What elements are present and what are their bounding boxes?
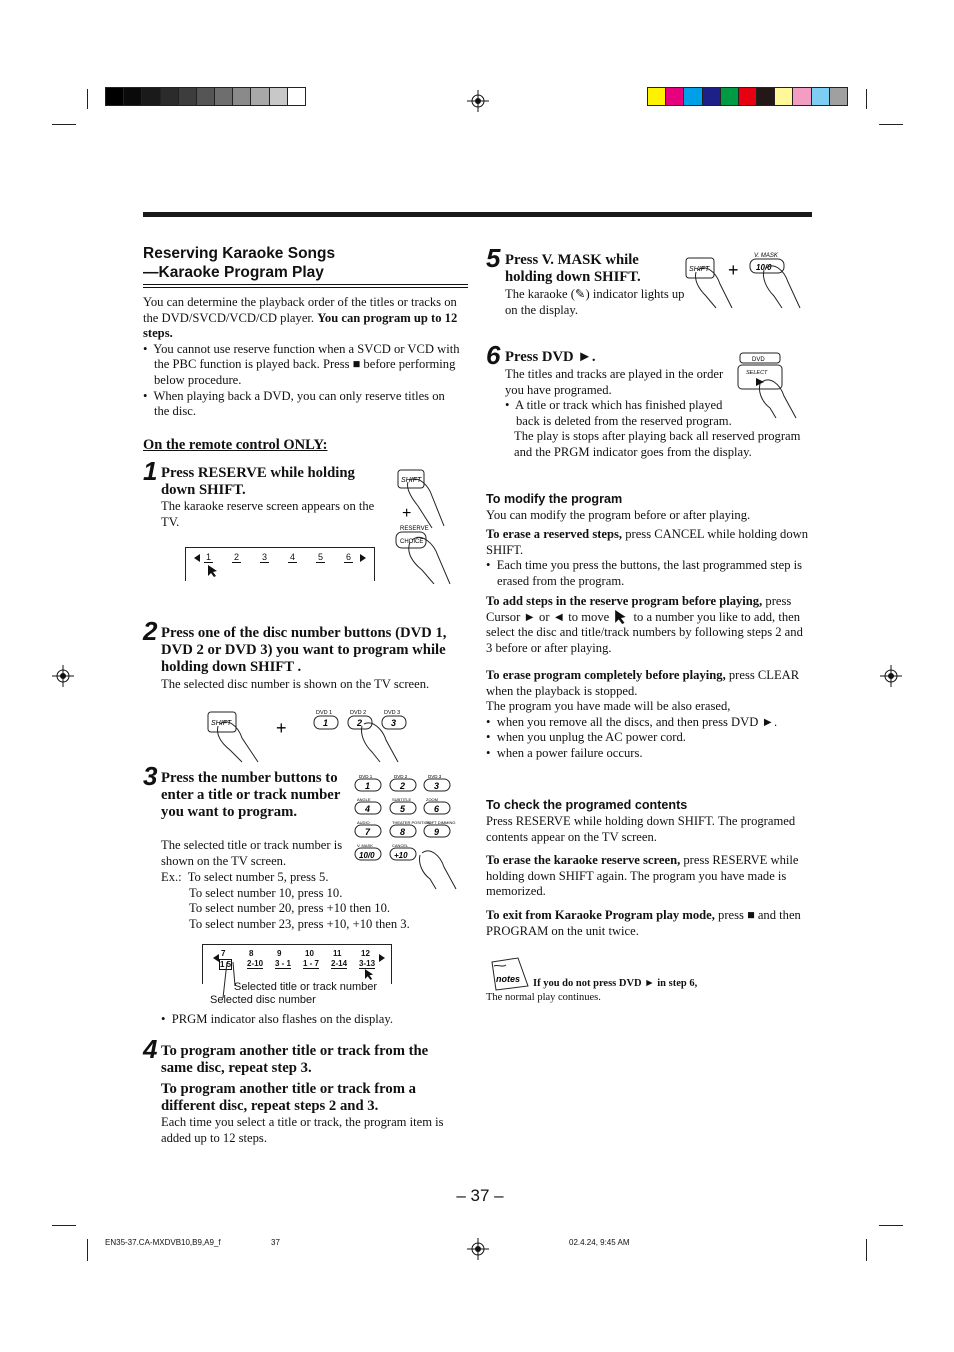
number-key-label: 1 bbox=[365, 781, 371, 791]
program-step-value: 3-13 bbox=[359, 959, 376, 968]
intro-paragraph bbox=[143, 295, 461, 420]
step-heading: Press DVD ►. bbox=[505, 349, 596, 365]
screen-top-line bbox=[203, 944, 391, 945]
step-body: The selected title or track number is shown on the TV screen. bbox=[161, 838, 343, 868]
page-number: – 37 – bbox=[456, 1186, 504, 1205]
footer-page: 37 bbox=[271, 1238, 280, 1247]
intro-bullet-text: When playing back a DVD, you can only reserve titles on the disc. bbox=[153, 388, 445, 419]
crop-mark bbox=[52, 124, 76, 125]
dvd-play-remote-graphic bbox=[736, 350, 808, 420]
dvd-key-label: DVD 2 bbox=[394, 774, 408, 779]
color-swatch bbox=[721, 88, 738, 105]
check-title: To check the programed contents bbox=[486, 798, 688, 812]
program-step-number: 9 bbox=[277, 949, 282, 958]
number-key-label: 3 bbox=[434, 781, 440, 791]
reserve-slot: 6 bbox=[346, 552, 352, 562]
program-step-value: 3 - 1 bbox=[275, 959, 292, 968]
step-heading: Press one of the disc number buttons (DVD 1, DVD 2 or DVD 3) you want to program while holding down SHIFT . bbox=[161, 625, 447, 675]
step-number: 4 bbox=[143, 1034, 158, 1064]
example-line: To select number 5, press 5. bbox=[187, 870, 329, 884]
key-function-label: SOFT DIMMING bbox=[426, 820, 456, 825]
intro-bullet: • You cannot use reserve function when a SVCD or VCD with the PBC function is played back. Press ■ before performing below procedure. bbox=[143, 341, 460, 387]
crop-mark bbox=[52, 1225, 76, 1226]
program-step-value: 1 5 bbox=[220, 960, 232, 969]
step6-bullet-cont: The play is stops after playing back all reserved program and the PRGM indicator goes from the display. bbox=[514, 429, 801, 459]
registration-mark-icon bbox=[52, 665, 74, 687]
key-function-label: THEATER POSITION bbox=[392, 820, 431, 825]
color-swatch bbox=[684, 88, 701, 105]
screen-top-line bbox=[186, 547, 374, 548]
color-swatch bbox=[106, 88, 123, 105]
caption-disc: Selected disc number bbox=[210, 994, 316, 1006]
step-heading: To program another title or track from the same disc, repeat step 3. bbox=[161, 1043, 429, 1076]
dvd3-label: DVD 3 bbox=[384, 710, 401, 716]
right-arrow-icon bbox=[360, 554, 366, 562]
color-swatch bbox=[288, 88, 305, 105]
crop-mark bbox=[87, 1239, 88, 1261]
intro-bullet-text: You cannot use reserve function when a SVCD or VCD with the PBC function is played back. Press ■ before performing below procedure. bbox=[153, 341, 460, 387]
section-title bbox=[143, 244, 463, 282]
number-keypad-graphic bbox=[352, 773, 462, 891]
check-erase-bold: To erase the karaoke reserve screen, bbox=[486, 853, 681, 867]
modify-also: The program you have made will be also erased, bbox=[486, 699, 731, 714]
prgm-note: • PRGM indicator also flashes on the display. bbox=[161, 1012, 394, 1026]
footer-date: 02.4.24, 9:45 AM bbox=[569, 1238, 630, 1247]
key-3: 3 bbox=[391, 718, 397, 728]
step-number: 3 bbox=[143, 761, 158, 791]
modify-also-bullet: • when you remove all the discs, and then press DVD ►. bbox=[486, 714, 778, 729]
key-function-label: CANCEL bbox=[392, 843, 409, 848]
step-number: 1 bbox=[143, 456, 158, 486]
section-title-line1: Reserving Karaoke Songs bbox=[143, 245, 336, 262]
modify-also-bullet-text: when you remove all the discs, and then press DVD ►. bbox=[496, 714, 778, 729]
program-step-value: 2-10 bbox=[247, 959, 264, 968]
step-heading: To program another title or track from a different disc, repeat steps 2 and 3. bbox=[161, 1081, 416, 1114]
ten-zero-key: 10/0 bbox=[756, 263, 772, 272]
notes-bold: If you do not press DVD ► in step 6, bbox=[533, 978, 698, 989]
modify-add-text2: to a number you like to add, then select the disc and title/track numbers by following steps 2 and 3 before or after playing. bbox=[486, 609, 803, 655]
dvd-key-label: DVD 1 bbox=[359, 774, 373, 779]
crop-mark bbox=[87, 89, 88, 109]
color-swatch bbox=[215, 88, 232, 105]
modify-add-bold: To add steps in the reserve program before playing, bbox=[486, 594, 763, 608]
vmask-label: V. MASK bbox=[754, 253, 778, 259]
crop-mark bbox=[879, 1225, 903, 1226]
number-key-label: 4 bbox=[365, 804, 371, 814]
right-arrow-icon bbox=[379, 954, 385, 962]
remote-only-heading: On the remote control ONLY: bbox=[143, 437, 328, 453]
reserve-screen bbox=[185, 547, 375, 581]
cursor-pointer-icon bbox=[614, 610, 628, 624]
intro-text: You can determine the playback order of the titles or tracks on the DVD/SVCD/VCD/CD player. bbox=[143, 295, 457, 325]
step6-bullet-text: A title or track which has finished played back is deleted from the reserved program. bbox=[515, 398, 732, 428]
shift-key-label: SHIFT bbox=[401, 477, 422, 484]
step-heading: Press V. MASK while holding down SHIFT. bbox=[505, 252, 641, 285]
modify-also-bullet: • when you unplug the AC power cord. bbox=[486, 730, 686, 745]
intro-bold: You can program up to 12 steps. bbox=[143, 310, 458, 341]
modify-also-bullet: • when a power failure occurs. bbox=[486, 745, 643, 760]
modify-erase-bullet: • Each time you press the buttons, the last programmed step is erased from the program. bbox=[486, 558, 803, 588]
modify-add bbox=[486, 594, 812, 656]
modify-also-bullet-text: when you unplug the AC power cord. bbox=[496, 730, 686, 745]
modify-erase bbox=[486, 527, 812, 589]
dvd2-label: DVD 2 bbox=[350, 710, 367, 716]
color-swatch bbox=[124, 88, 141, 105]
section-title-underline bbox=[143, 287, 468, 288]
modify-also-bullet-text: when a power failure occurs. bbox=[496, 745, 643, 760]
reserve-slot: 2 bbox=[234, 552, 240, 562]
plus-sign: + bbox=[402, 505, 412, 522]
key-1: 1 bbox=[323, 718, 329, 728]
number-key-label: 8 bbox=[400, 827, 406, 837]
key-function-label: ANGLE bbox=[357, 797, 371, 802]
reserve-slot: 5 bbox=[318, 552, 324, 562]
dvd-key-label: DVD bbox=[752, 357, 765, 363]
color-swatch bbox=[775, 88, 792, 105]
step-number: 6 bbox=[486, 340, 501, 370]
shift-reserve-remote-graphic bbox=[388, 466, 468, 584]
check-erase bbox=[486, 853, 812, 900]
select-key-label: SELECT bbox=[746, 370, 768, 376]
notes-icon bbox=[488, 956, 532, 992]
program-step-number: 10 bbox=[305, 949, 314, 958]
step6-bullet: • A title or track which has finished played back is deleted from the reserved program. bbox=[505, 398, 732, 428]
modify-complete-bold: To erase program completely before playing, bbox=[486, 668, 726, 682]
reserve-slot: 1 bbox=[206, 552, 212, 562]
crop-mark bbox=[866, 1239, 867, 1261]
modify-intro: You can modify the program before or after playing. bbox=[486, 508, 751, 522]
color-swatch bbox=[161, 88, 178, 105]
section-title-underline bbox=[143, 284, 468, 285]
color-swatch bbox=[179, 88, 196, 105]
shift-key-label: SHIFT bbox=[211, 720, 232, 727]
footer-file: EN35-37.CA-MXDVB10,B9,A9_f bbox=[105, 1238, 221, 1247]
color-swatch bbox=[812, 88, 829, 105]
key-function-label: AUDIO bbox=[357, 820, 370, 825]
example-line: To select number 23, press +10, +10 then 3. bbox=[189, 916, 410, 931]
step-body: Each time you select a title or track, the program item is added up to 12 steps. bbox=[161, 1115, 444, 1145]
program-step-number: 12 bbox=[361, 949, 370, 958]
registration-mark-icon bbox=[467, 1238, 489, 1260]
color-swatch bbox=[233, 88, 250, 105]
crop-mark bbox=[879, 124, 903, 125]
left-arrow-icon bbox=[194, 554, 200, 562]
modify-title: To modify the program bbox=[486, 492, 623, 506]
dvd1-label: DVD 1 bbox=[316, 710, 333, 716]
check-erase-text: press RESERVE while holding down SHIFT again. The program you have made is memorized. bbox=[486, 853, 799, 899]
shift-dvd-remote-graphic bbox=[200, 704, 420, 764]
print-color-bar-right bbox=[648, 88, 848, 105]
key-function-label: V. MASK bbox=[357, 843, 373, 848]
number-key-label: 9 bbox=[434, 827, 440, 837]
program-step-value: 1 - 7 bbox=[303, 959, 320, 968]
number-key-label: 10/0 bbox=[359, 851, 375, 860]
color-swatch bbox=[830, 88, 847, 105]
example-label: Ex.: bbox=[161, 870, 182, 884]
step-body: The selected disc number is shown on the TV screen. bbox=[161, 677, 430, 691]
modify-add-text1: press Cursor ► or ◄ to move bbox=[486, 594, 792, 624]
plus-sign: + bbox=[276, 718, 287, 738]
key-2: 2 bbox=[357, 718, 363, 728]
program-step-number: 7 bbox=[221, 949, 226, 958]
color-swatch bbox=[251, 88, 268, 105]
step-body: The karaoke reserve screen appears on the TV. bbox=[161, 499, 375, 529]
modify-erase-bold: To erase a reserved steps, bbox=[486, 527, 623, 541]
modify-erase-text: press CANCEL while holding down SHIFT. bbox=[486, 527, 809, 557]
color-swatch bbox=[270, 88, 287, 105]
color-swatch bbox=[666, 88, 683, 105]
notes-icon-label: notes bbox=[496, 974, 521, 984]
modify-complete bbox=[486, 668, 812, 762]
reserve-key-label: RESERVE bbox=[400, 526, 429, 532]
check-exit-bold: To exit from Karaoke Program play mode, bbox=[486, 908, 715, 922]
color-swatch bbox=[703, 88, 720, 105]
modify-erase-bullet-text: Each time you press the buttons, the last programmed step is erased from the program. bbox=[496, 558, 803, 588]
modify-complete-text: press CLEAR when the playback is stopped. bbox=[486, 668, 800, 698]
key-function-label: SUBTITLE bbox=[392, 797, 412, 802]
reserve-slot: 4 bbox=[290, 552, 296, 562]
check-exit bbox=[486, 908, 812, 939]
step-heading: Press RESERVE while holding down SHIFT. bbox=[161, 465, 355, 498]
key-function-label: ZOOM bbox=[426, 797, 438, 802]
program-step-number: 8 bbox=[249, 949, 254, 958]
example-line: To select number 10, press 10. bbox=[189, 885, 343, 900]
plus-sign: + bbox=[728, 260, 739, 280]
color-swatch bbox=[739, 88, 756, 105]
dvd-key-label: DVD 3 bbox=[428, 774, 442, 779]
notes-text: The normal play continues. bbox=[486, 992, 601, 1003]
example-line: To select number 20, press +10 then 10. bbox=[189, 901, 391, 916]
top-rule bbox=[143, 212, 812, 217]
cursor-pointer-icon bbox=[365, 969, 374, 980]
number-key-label: 2 bbox=[400, 781, 406, 791]
crop-mark bbox=[866, 89, 867, 109]
choice-key-label: CHOICE bbox=[400, 539, 424, 545]
shift-key-label: SHIFT bbox=[689, 266, 710, 273]
step-body: The titles and tracks are played in the order you have programed. bbox=[505, 367, 724, 397]
color-swatch bbox=[197, 88, 214, 105]
check-exit-text: press ■ and then PROGRAM on the unit twice. bbox=[486, 908, 801, 938]
program-step-number: 11 bbox=[333, 949, 342, 958]
caption-title-track: Selected title or track number bbox=[234, 981, 378, 993]
color-swatch bbox=[142, 88, 159, 105]
color-swatch bbox=[757, 88, 774, 105]
step-number: 5 bbox=[486, 243, 501, 273]
print-color-bar-left bbox=[106, 88, 306, 105]
step-body: The karaoke (✎) indicator lights up on the display. bbox=[505, 287, 685, 317]
program-step-value: 2-14 bbox=[331, 959, 348, 968]
shift-vmask-remote-graphic bbox=[682, 250, 812, 310]
reserve-slot: 3 bbox=[262, 552, 268, 562]
registration-mark-icon bbox=[467, 90, 489, 112]
check-text: Press RESERVE while holding down SHIFT. The programed contents appear on the TV screen. bbox=[486, 814, 796, 844]
number-key-label: +10 bbox=[394, 851, 408, 860]
color-swatch bbox=[793, 88, 810, 105]
number-key-label: 5 bbox=[400, 804, 406, 814]
cursor-pointer-icon bbox=[208, 565, 218, 577]
number-key-label: 6 bbox=[434, 804, 440, 814]
step-heading: Press the number buttons to enter a title or track number you want to program. bbox=[161, 770, 341, 820]
step-number: 2 bbox=[143, 616, 158, 646]
intro-bullet: • When playing back a DVD, you can only reserve titles on the disc. bbox=[143, 388, 445, 419]
section-title-line2: —Karaoke Program Play bbox=[143, 264, 324, 281]
color-swatch bbox=[648, 88, 665, 105]
registration-mark-icon bbox=[880, 665, 902, 687]
prgm-note-text: PRGM indicator also flashes on the display. bbox=[171, 1012, 394, 1026]
number-key-label: 7 bbox=[365, 827, 371, 837]
